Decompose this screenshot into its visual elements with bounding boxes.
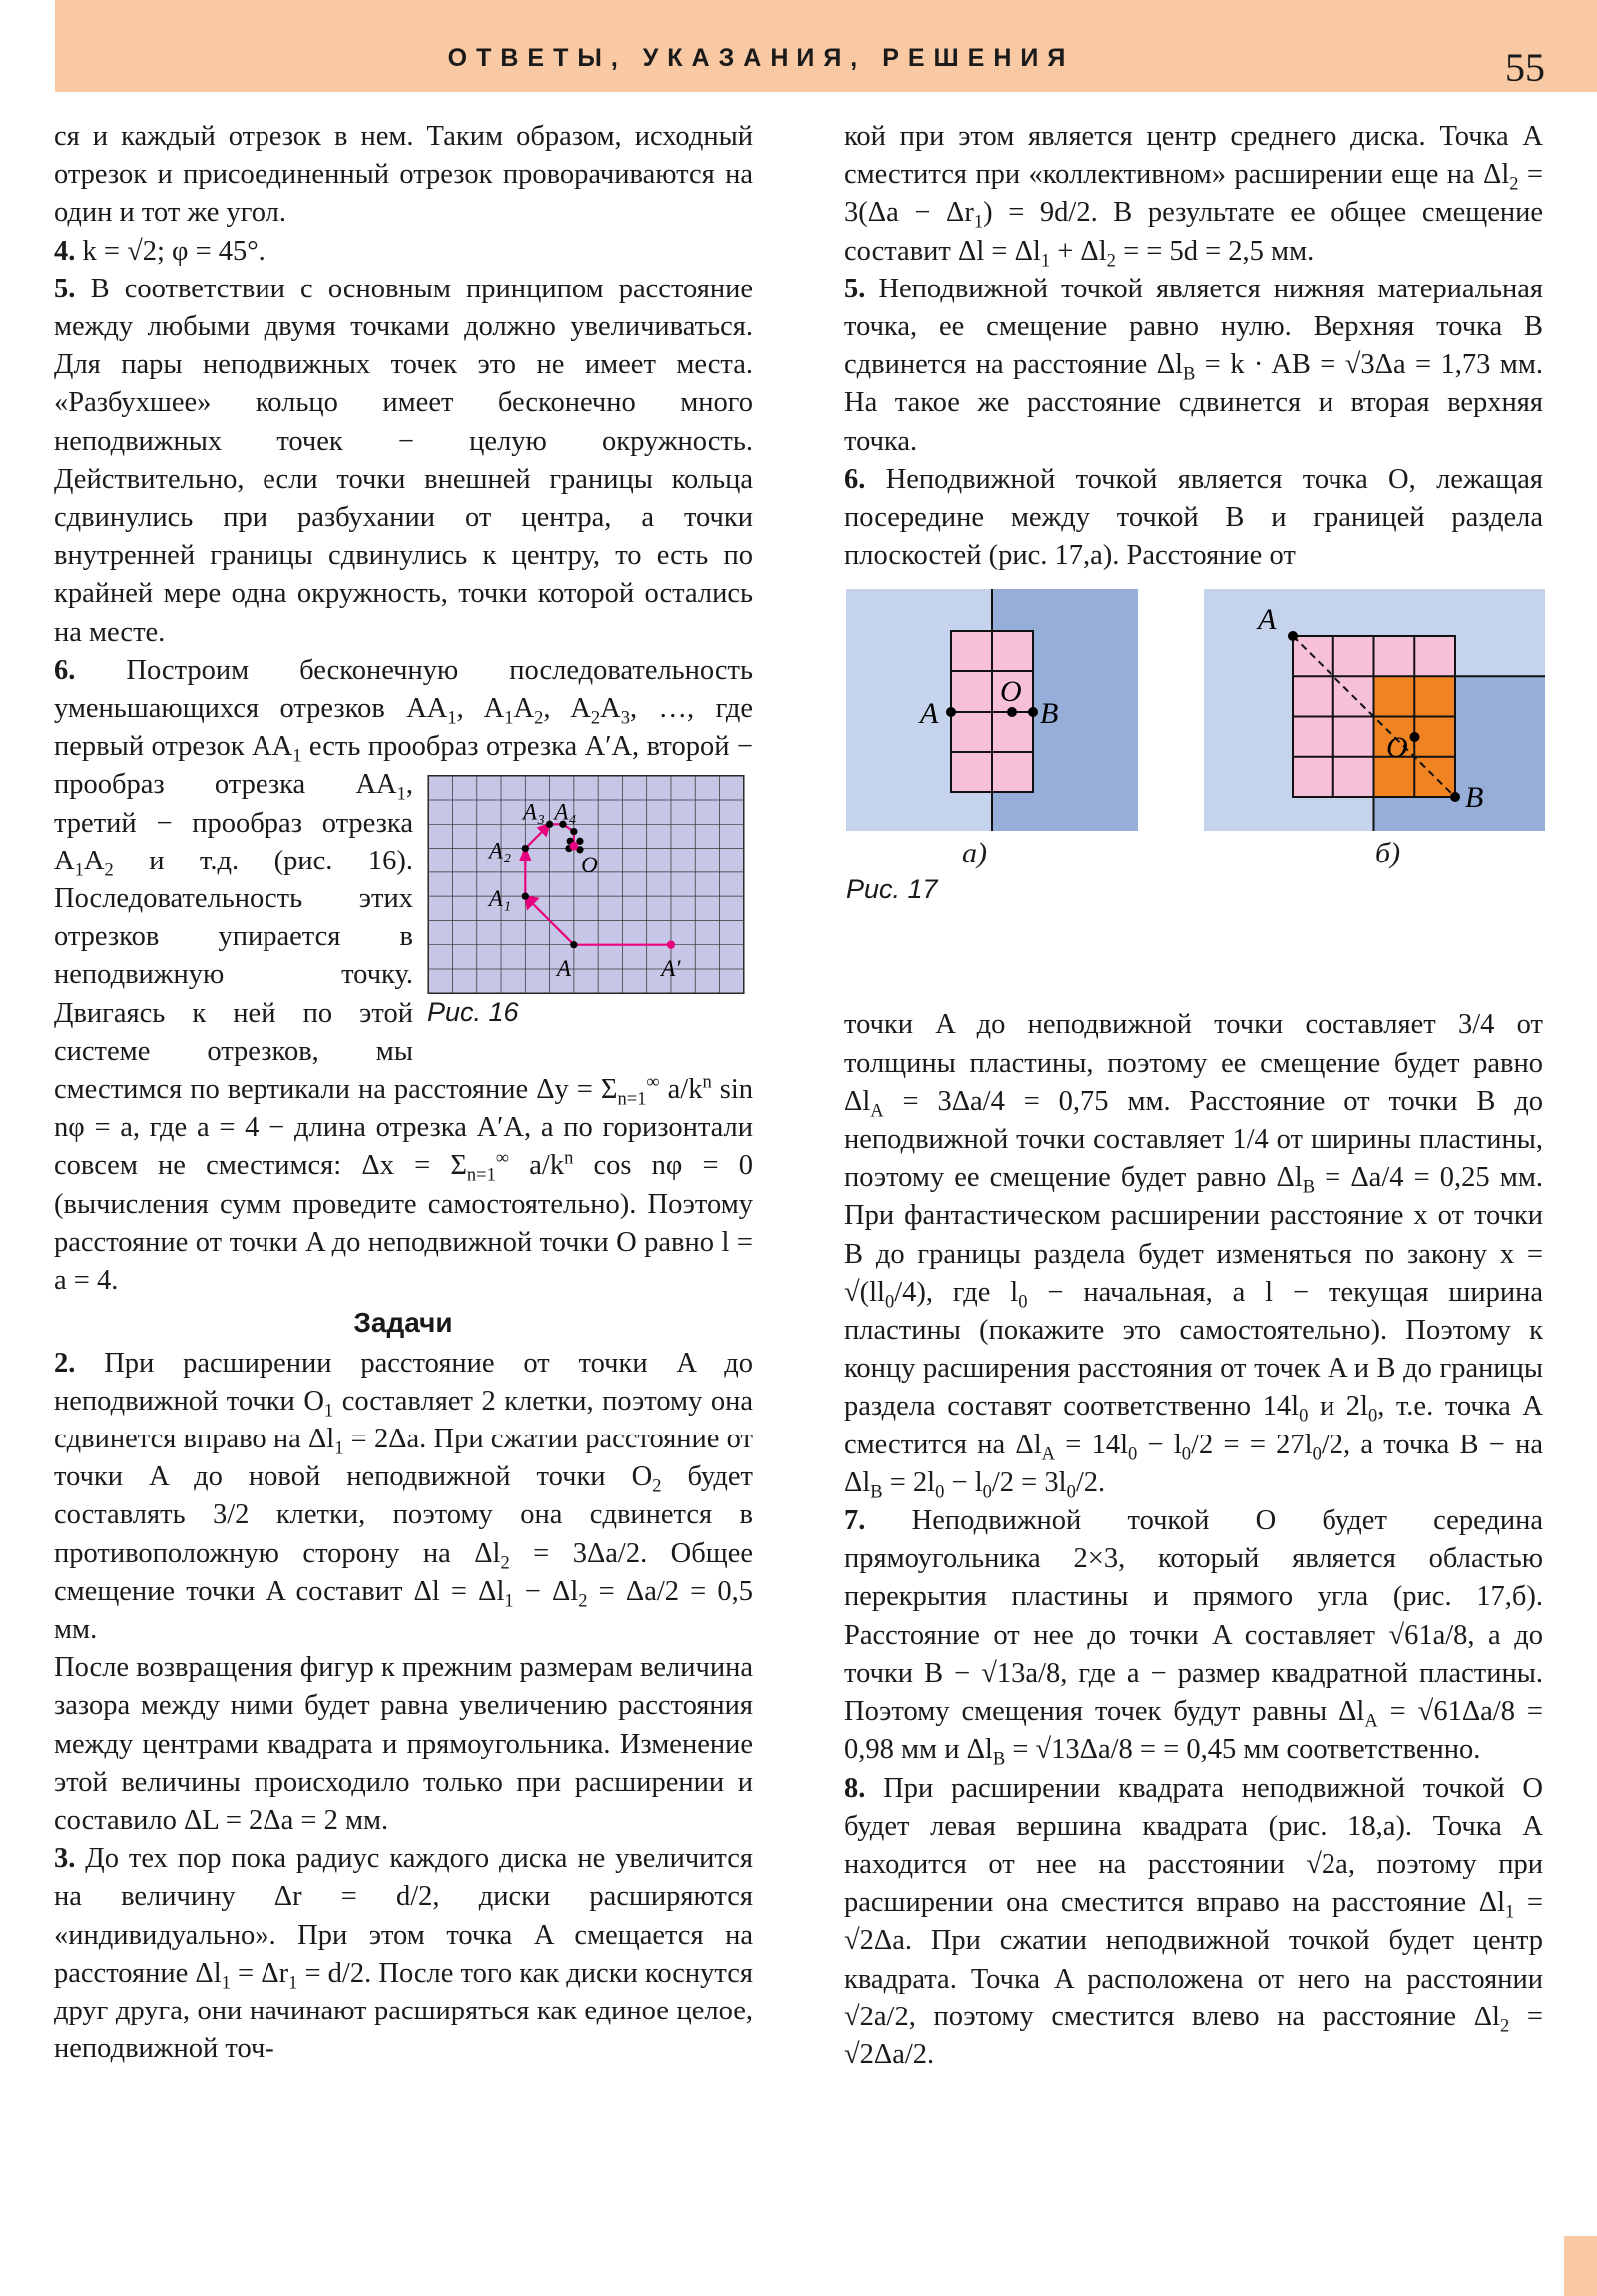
point-a <box>570 941 577 948</box>
problem-5 <box>844 271 1543 461</box>
point-a3 <box>546 821 553 828</box>
answer-text: До тех пор пока радиус каждого диска не увеличится на величину Δr = d/2, диски расширяются «индивидуально». При этом точка A смещается на расстояние $\Delta l_1 = \Delta r_1 = d/2$. После того как диски коснутся друг друга, они начинают расширяться как единое целое, неподвижной точ- <box>54 1843 753 2065</box>
point-b <box>1028 707 1038 717</box>
problem-6 <box>844 461 1543 576</box>
figure-16-caption: Рис. 16 <box>427 997 519 1028</box>
problem-2 <box>54 1345 753 1650</box>
figure-17a-diagram <box>846 589 1138 831</box>
point-a1 <box>522 893 529 900</box>
running-header <box>55 0 1597 92</box>
answer-number: 2. <box>54 1347 76 1379</box>
answer-text: В соответствии с основным принципом расстояние между любыми двумя точками должно увеличиваться. Для пары неподвижных точек это не имеет места. «Разбухшее» кольцо имеет бесконечно много неподвижных точек − целую окружность. Действительно, если точки внешней границы кольца сдвинулись при разбухании от центра, а точки внутренней границы сдвинулись к центру, то есть по крайней мере одна окружность, точки которой остались на месте. <box>54 273 754 648</box>
point-o <box>1410 732 1420 742</box>
point-a2 <box>522 845 529 852</box>
point-o <box>1007 707 1017 717</box>
point-a <box>1288 631 1298 641</box>
answer-text: Неподвижной точкой O будет середина прямоугольника 2×3, который является областью перекрытия пластины и прямого угла (рис. 17,б). Расстояние от нее до точки A составляет √61a/8, а до точки B − √13a/8, где a − размер квадратной пластины. Поэтому смещения точек будут равны $\Delta l_A = √61\Delta a/8 = 0,98$ мм и $\Delta l_B = √13\Delta a/8$ = = 0,45 мм соответственно. <box>844 1505 1544 1770</box>
answer-text: Неподвижной точкой является точка O, лежащая посередине между точкой B и границей раздела плоскостей (рис. 17,а). Расстояние от <box>844 463 1543 572</box>
figure-17b-label: б) <box>1375 837 1401 870</box>
corner-tab <box>1564 2236 1597 2296</box>
figure-17 <box>844 589 1543 998</box>
label-a <box>555 956 572 982</box>
answer-4 <box>54 233 753 271</box>
answer-number: 6. <box>54 654 76 686</box>
figure-17b-diagram <box>1204 589 1545 831</box>
label-a4 <box>552 799 576 825</box>
answer-number: 4. <box>54 235 76 267</box>
header-title: ОТВЕТЫ, УКАЗАНИЯ, РЕШЕНИЯ <box>447 44 1075 72</box>
answer-6 <box>54 652 753 1300</box>
paragraph: После возвращения фигур к прежним размерам величина зазора между ними будет равна увеличению расстояния между центрами квадрата и прямоугольника. Изменение этой величины происходило только при расширении и составило ΔL = 2Δa = 2 мм. <box>54 1652 753 1836</box>
label-o: O <box>1000 675 1022 709</box>
label-o <box>581 852 598 877</box>
point-a-prime <box>667 941 675 949</box>
figure-16-diagram <box>427 774 745 995</box>
answer-number: 3. <box>54 1843 76 1875</box>
answer-text: k = √2; φ = 45°. <box>82 235 266 267</box>
problem-7 <box>844 1502 1543 1769</box>
problem-3 <box>54 1840 753 2068</box>
answer-text: Неподвижной точкой является нижняя материальная точка, ее смещение равно нулю. Верхняя точка B сдвинется на расстояние $\Delta l_B = k$ · AB = √3Δa = 1,73 мм. На такое же расстояние сдвинется и вторая верхняя точка. <box>844 273 1544 457</box>
label-a1 <box>487 885 511 911</box>
figure-17a-label: а) <box>962 837 987 870</box>
point-b <box>1450 792 1460 802</box>
label-a3 <box>521 799 545 825</box>
figure-16 <box>427 774 753 1029</box>
paragraph: кой при этом является центр среднего диска. Точка A сместится при «коллективном» расширении еще на $\Delta l_2 = 3(\Delta a - \Delta r_1) = 9d/2$. В результате ее общее смещение составит $\Delta l = \Delta l_1 + \Delta l_2$ = = 5d = 2,5 мм. <box>844 121 1544 272</box>
section-heading: Задачи <box>353 1307 453 1339</box>
paragraph: точки A до неподвижной точки составляет 3/4 от толщины пластины, поэтому ее смещение будет равно $\Delta l_A = 3\Delta a/4 = 0,75$ мм. Расстояние от точки B до неподвижной точки составляет 1/4 от ширины пластины, поэтому ее смещение будет равно $\Delta l_B = \Delta a/4 = 0,25$ мм. При фантастическом расширении расстояние x от точки B до границы раздела будет изменяться по закону $x = √(ll_0/4)$, где $l_0$ − начальная, а l − текущая ширина пластины (покажите это самостоятельно). Поэтому к концу расширения расстояния от точек A и B до границы раздела составят соответственно $14l_0$ и $2l_0$, т.е. точка A сместится на $\Delta l_A = 14l_0 - l_0/2$ = = $27l_0/2$, а точка B − на $\Delta l_B = 2l_0 - l_0/2 = 3l_0/2$. <box>844 1009 1544 1503</box>
label-a-prime <box>659 956 681 982</box>
answer-text: A′A, второй − прообраз отрезка $AA_1$, третий − прообраз отрезка $A_1A_2$ и т.д. (рис. 16). Последовательность этих отрезков упирается в неподвижную точку. Двигаясь к ней по этой системе отрезков, мы сместимся по вертикали на расстояние $\Delta y = \Sigma_{n=1}^\infty$ $a/k^n$ sin nφ = a, где a = 4 − длина отрезка A′A, а по горизонтали совсем не сместимся: $\Delta x = \Sigma_{n=1}^\infty$ $a/k^n$ cos nφ = 0 (вычисления сумм проведите самостоятельно). Поэтому расстояние от точки A до неподвижной точки O равно l = a = 4. <box>54 731 753 1297</box>
answer-text: Построим бесконечную последовательность уменьшающихся отрезков $AA_1$, $A_1A_2$, $A_2A_3$, …, где первый отрезок $AA_1$ есть прообраз отрезка <box>54 654 754 767</box>
answer-number: 6. <box>844 463 866 495</box>
answer-number: 8. <box>844 1772 866 1804</box>
answer-number: 5. <box>54 273 76 304</box>
right-column <box>844 118 1543 2074</box>
answer-number: 5. <box>844 273 866 304</box>
point-a5 <box>570 828 577 835</box>
label-a2 <box>487 838 511 863</box>
left-column <box>54 118 753 2068</box>
problem-8 <box>844 1770 1543 2075</box>
page-number: 55 <box>1505 45 1545 90</box>
label-o: O <box>1386 731 1408 765</box>
answer-text: При расширении квадрата неподвижной точкой O будет левая вершина квадрата (рис. 18,а). Точка A находится от нее на расстоянии √2a, поэтому при расширении она сместится вправо на расстояние $\Delta l_1 = √2\Delta a$. При сжатии неподвижной точкой будет центр квадрата. Точка A расположена от него на расстоянии √2a/2, поэтому сместится влево на расстояние $\Delta l_2 = √2\Delta a/2$. <box>844 1772 1544 2070</box>
point-a <box>946 707 956 717</box>
label-b: B <box>1465 781 1484 815</box>
answer-text: При расширении расстояние от точки A до неподвижной точки $O_1$ составляет 2 клетки, поэтому она сдвинется вправо на $\Delta l_1 = 2\Delta a$. При сжатии расстояние от точки A до новой неподвижной точки $O_2$ будет составлять 3/2 клетки, поэтому она сдвинется в противоположную сторону на $\Delta l_2 = 3\Delta a/2$. Общее смещение точки A составит $\Delta l = \Delta l_1 - \Delta l_2 = \Delta a/2 = 0,5$ мм. <box>54 1347 753 1645</box>
answer-5 <box>54 271 753 652</box>
label-b: B <box>1040 697 1059 731</box>
answer-number: 7. <box>844 1505 866 1537</box>
point-o <box>569 842 578 851</box>
figure-17-caption: Рис. 17 <box>846 874 938 905</box>
paragraph: ся и каждый отрезок в нем. Таким образом, исходный отрезок и присоединенный отрезок проворачиваются на один и тот же угол. <box>54 121 753 229</box>
label-a: A <box>1258 603 1277 637</box>
label-a: A <box>920 697 939 731</box>
